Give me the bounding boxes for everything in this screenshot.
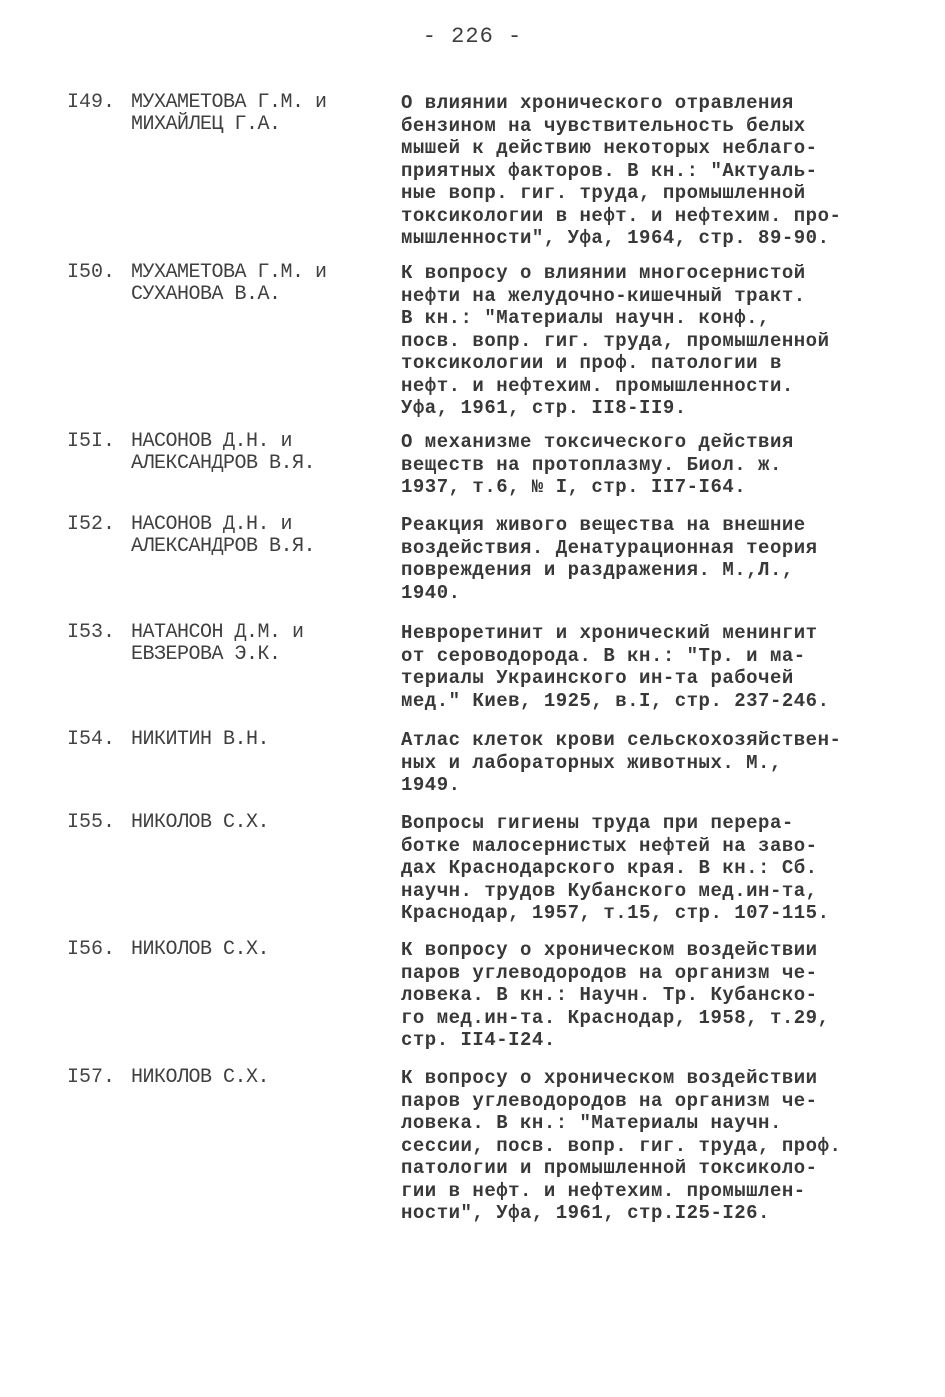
entry-authors: НАСОНОВ Д.Н. и АЛЕКСАНДРОВ В.Я. bbox=[131, 430, 316, 475]
entry-reference: Атлас клеток крови сельскохозяйствен- ных и лабораторных животных. М., 1949. bbox=[401, 729, 842, 796]
entry-reference: О механизме токсического действия веществ на протоплазму. Биол. ж. 1937, т.6, № I, стр. II7-I64. bbox=[401, 431, 794, 498]
entry-number: I53. bbox=[67, 621, 116, 644]
entry-authors: НИКОЛОВ С.Х. bbox=[131, 811, 270, 834]
entry-authors: НАТАНСОН Д.М. и ЕВЗЕРОВА Э.К. bbox=[131, 621, 304, 666]
entry-reference: К вопросу о влиянии многосернистой нефти на желудочно-кишечный тракт. В кн.: "Материалы научн. конф., посв. вопр. гиг. труда, промышленной токсикологии и проф. патологии в нефт. и нефтехим. промышленности. Уфа, 1961, стр. II8-II9. bbox=[401, 262, 830, 419]
entry-reference: К вопросу о хроническом воздействии паров углеводородов на организм че- ловека. В кн.: "Материалы научн. сессии, посв. вопр. гиг. труда, проф. патологии и промышленной токсиколо- гии в нефт. и нефтехим. промышлен- ности", Уфа, 1961, стр.I25-I26. bbox=[401, 1067, 842, 1224]
entry-authors: МУХАМЕТОВА Г.М. и СУХАНОВА В.А. bbox=[131, 261, 327, 306]
entry-number: I49. bbox=[67, 91, 116, 114]
entry-number: I57. bbox=[67, 1066, 116, 1089]
entry-authors: МУХАМЕТОВА Г.М. и МИХАЙЛЕЦ Г.А. bbox=[131, 91, 327, 136]
entry-number: I56. bbox=[67, 938, 116, 961]
entry-authors: НИКИТИН В.Н. bbox=[131, 728, 270, 751]
entry-number: I54. bbox=[67, 728, 116, 751]
entry-reference: Невроретинит и хронический менингит от сероводорода. В кн.: "Тр. и ма- териалы Украинского ин-та рабочей мед." Киев, 1925, в.I, стр. 237-246. bbox=[401, 622, 830, 712]
entry-reference: Реакция живого вещества на внешние воздействия. Денатурационная теория повреждения и раздражения. М.,Л., 1940. bbox=[401, 514, 818, 604]
page-number: - 226 - bbox=[422, 24, 523, 49]
entry-authors: НИКОЛОВ С.Х. bbox=[131, 938, 270, 961]
entry-reference: К вопросу о хроническом воздействии паров углеводородов на организм че- ловека. В кн.: Научн. Тр. Кубанско- го мед.ин-та. Краснодар, 1958, т.29, стр. II4-I24. bbox=[401, 939, 830, 1051]
entry-reference: О влиянии хронического отравления бензином на чувствительность белых мышей к действию некоторых неблаго- приятных факторов. В кн.: "Актуаль- ные вопр. гиг. труда, промышленной токсикологии в нефт. и нефтехим. про- мышленности", Уфа, 1964, стр. 89-90. bbox=[401, 92, 842, 249]
entry-number: I55. bbox=[67, 811, 116, 834]
entry-reference: Вопросы гигиены труда при перера- ботке малосернистых нефтей на заво- дах Краснодарского края. В кн.: Сб. научн. трудов Кубанского мед.ин-та, Краснодар, 1957, т.15, стр. 107-115. bbox=[401, 812, 830, 924]
entry-authors: НИКОЛОВ С.Х. bbox=[131, 1066, 270, 1089]
entry-authors: НАСОНОВ Д.Н. и АЛЕКСАНДРОВ В.Я. bbox=[131, 513, 316, 558]
entry-number: I5I. bbox=[67, 430, 116, 453]
entry-number: I52. bbox=[67, 513, 116, 536]
entry-number: I50. bbox=[67, 261, 116, 284]
